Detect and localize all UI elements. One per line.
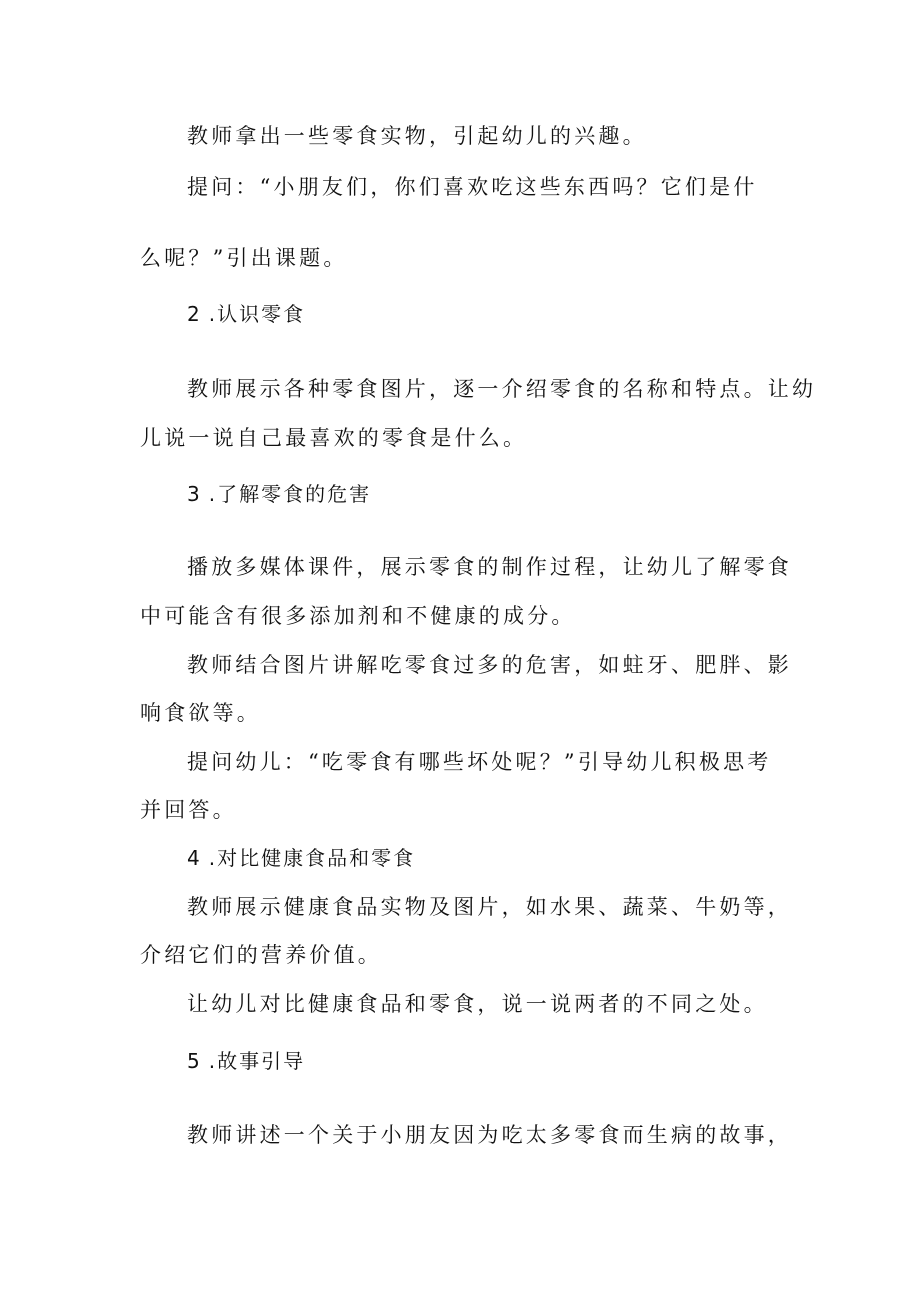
- section-title: .对比健康食品和零食: [208, 846, 416, 870]
- paragraph-line: 介绍它们的营养价值。: [140, 943, 382, 967]
- paragraph-line: 让幼儿对比健康食品和零食，说一说两者的不同之处。: [187, 992, 768, 1016]
- paragraph-line: 提问：“小朋友们，你们喜欢吃这些东西吗？它们是什: [187, 175, 758, 199]
- paragraph-line: 教师结合图片讲解吃零食过多的危害，如蛀牙、肥胖、影: [187, 653, 792, 677]
- section-number: 2: [187, 302, 209, 326]
- section-title: .了解零食的危害: [208, 482, 372, 506]
- paragraph-line: 中可能含有很多添加剂和不健康的成分。: [140, 604, 576, 628]
- section-heading: [187, 843, 415, 873]
- paragraph-line: 教师展示健康食品实物及图片，如水果、蔬菜、牛奶等，: [187, 895, 792, 919]
- paragraph-line: 响食欲等。: [140, 701, 261, 725]
- section-heading: [187, 1046, 305, 1076]
- section-heading: [187, 299, 305, 329]
- paragraph-line: 教师讲述一个关于小朋友因为吃太多零食而生病的故事，: [187, 1123, 792, 1147]
- section-number: 4: [187, 846, 209, 870]
- paragraph-line: 儿说一说自己最喜欢的零食是什么。: [140, 426, 528, 450]
- section-heading: [187, 479, 371, 509]
- paragraph-line: 教师展示各种零食图片，逐一介绍零食的名称和特点。让幼: [187, 377, 817, 401]
- section-title: .故事引导: [208, 1049, 306, 1073]
- section-number: 5: [187, 1049, 209, 1073]
- section-number: 3: [187, 482, 209, 506]
- paragraph-line: 么呢？”引出课题。: [140, 246, 348, 270]
- paragraph-line: 教师拿出一些零食实物，引起幼儿的兴趣。: [187, 124, 647, 148]
- paragraph-line: 提问幼儿：“吃零食有哪些坏处呢？”引导幼儿积极思考: [187, 750, 772, 774]
- paragraph-line: 播放多媒体课件，展示零食的制作过程，让幼儿了解零食: [187, 555, 792, 579]
- paragraph-line: 并回答。: [140, 798, 237, 822]
- section-title: .认识零食: [208, 302, 306, 326]
